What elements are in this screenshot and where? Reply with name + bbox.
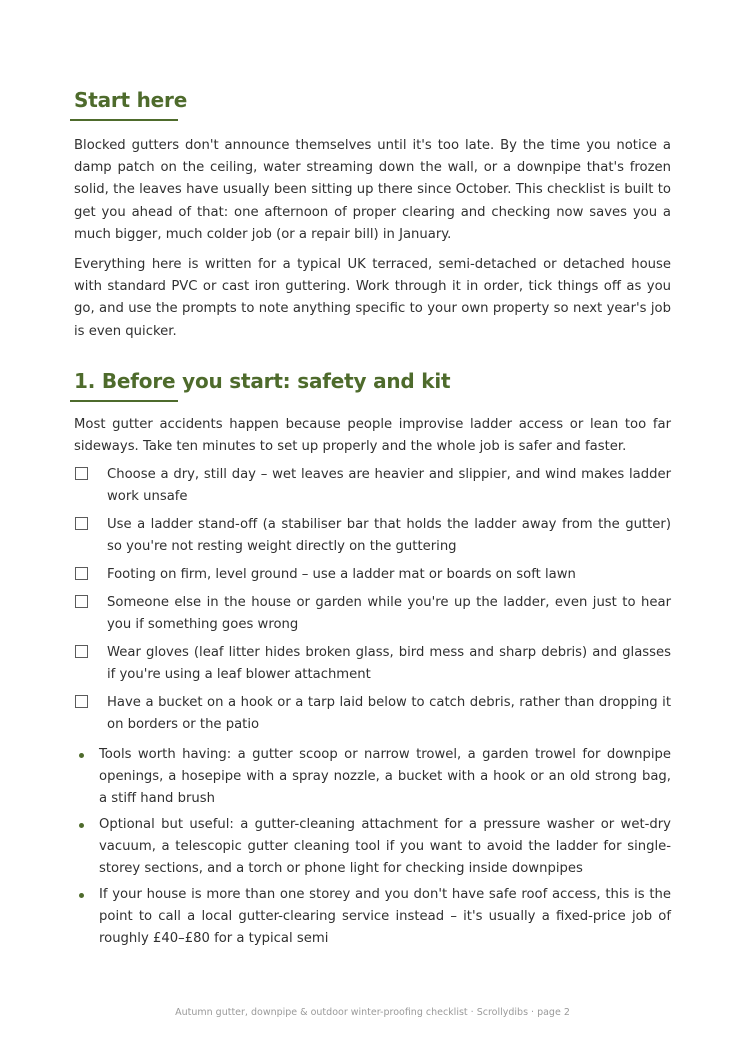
page-footer: Autumn gutter, downpipe & outdoor winter-proofing checklist · Scrollydibs · page 2 [175, 1007, 570, 1018]
checklist-item-text: Footing on firm, level ground – use a ladder mat or boards on soft lawn [107, 567, 576, 583]
checkbox-icon[interactable] [75, 645, 88, 658]
bullet-item [74, 744, 671, 810]
heading-underline [70, 400, 178, 402]
checklist-item-text: Use a ladder stand-off (a stabiliser bar that holds the ladder away from the gutter) so you're not resting weight directly on the guttering [107, 517, 671, 555]
checklist-item[interactable] [74, 514, 671, 558]
bullet-item-text: If your house is more than one storey and you don't have safe roof access, this is the point to call a local gutter-clearing service instead – it's usually a fixed-price job of roughly £40–£80 for a typical semi [99, 887, 671, 947]
bullet-item-text: Optional but useful: a gutter-cleaning attachment for a pressure washer or wet-dry vacuum, a telescopic gutter cleaning tool if you want to avoid the ladder for single-storey sections, and a torch or phone light for checking inside downpipes [99, 817, 671, 877]
checklist-item-text: Have a bucket on a hook or a tarp laid below to catch debris, rather than dropping it on borders or the patio [107, 695, 671, 733]
bullet-item-text: Tools worth having: a gutter scoop or narrow trowel, a garden trowel for downpipe openings, a hosepipe with a spray nozzle, a bucket with a hook or an old strong bag, a stiff hand brush [99, 747, 671, 807]
checkbox-icon[interactable] [75, 467, 88, 480]
checkbox-icon[interactable] [75, 517, 88, 530]
safety-intro-paragraph: Most gutter accidents happen because people improvise ladder access or lean too far sideways. Take ten minutes to set up properly and the whole job is safer and faster. [74, 416, 671, 455]
checklist-item[interactable] [74, 642, 671, 686]
tools-bullet-list [74, 744, 671, 950]
checklist-item[interactable] [74, 692, 671, 736]
checkbox-icon[interactable] [75, 567, 88, 580]
checklist-item[interactable] [74, 464, 671, 508]
safety-checklist [74, 464, 671, 736]
bullet-item [74, 884, 671, 950]
checklist-item[interactable] [74, 564, 671, 586]
intro-paragraph-1: Blocked gutters don't announce themselves until it's too late. By the time you notice a damp patch on the ceiling, water streaming down the wall, or a downpipe that's frozen solid, the leaves have usually been sitting up there since October. This checklist is built to get you ahead of that: one afternoon of proper clearing and checking now saves you a much bigger, much colder job (or a repair bill) in January. [74, 138, 671, 242]
checklist-item-text: Wear gloves (leaf litter hides broken glass, bird mess and sharp debris) and glasses if you're using a leaf blower attachment [107, 645, 671, 683]
checkbox-icon[interactable] [75, 595, 88, 608]
bullet-dot-icon [79, 753, 84, 758]
checklist-item-text: Someone else in the house or garden while you're up the ladder, even just to hear you if something goes wrong [107, 595, 671, 633]
bullet-dot-icon [79, 823, 84, 828]
section-heading-safety: 1. Before you start: safety and kit [74, 368, 451, 393]
intro-paragraph-2: Everything here is written for a typical UK terraced, semi-detached or detached house with standard PVC or cast iron guttering. Work through it in order, tick things off as you go, and use the prompts to note anything specific to your own property so next year's job is even quicker. [74, 257, 671, 339]
checklist-item[interactable] [74, 592, 671, 636]
bullet-dot-icon [79, 893, 84, 898]
bullet-item [74, 814, 671, 880]
checkbox-icon[interactable] [75, 695, 88, 708]
checklist-item-text: Choose a dry, still day – wet leaves are heavier and slippier, and wind makes ladder work unsafe [107, 467, 671, 505]
heading-underline [70, 119, 178, 121]
section-heading-start-here: Start here [74, 88, 188, 112]
page-content [74, 88, 671, 950]
